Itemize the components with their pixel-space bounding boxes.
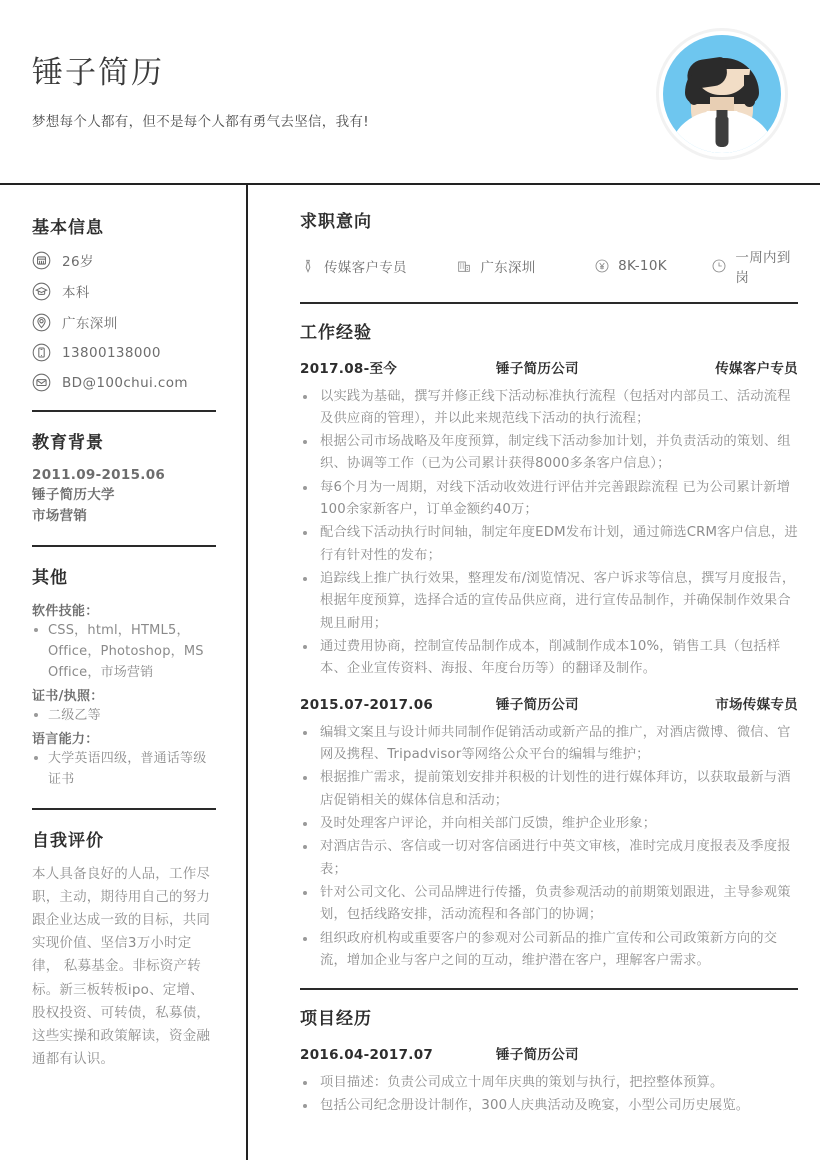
list-item: 项目描述：负责公司成立十周年庆典的策划与执行，把控整体预算。 [300, 1072, 798, 1094]
list-item: 大学英语四级，普通话等级证书 [32, 748, 216, 790]
sidebar [0, 185, 248, 1160]
section-education [32, 428, 216, 528]
sidebar-divider [32, 545, 216, 547]
education-school: 锤子简历大学 [32, 487, 115, 504]
job-bullet-list [300, 722, 798, 973]
avatar [656, 28, 788, 160]
section-objective [300, 207, 798, 286]
list-item: 编辑文案且与设计师共同制作促销活动或新产品的推广，对酒店微博、微信、官网及携程、Tripadvisor等网络公众平台的编辑与维护； [300, 722, 798, 767]
location-pin-icon [32, 313, 51, 332]
calendar-icon [32, 251, 51, 270]
basic-info-title: 基本信息 [32, 218, 104, 238]
section-work-experience [300, 318, 798, 973]
job-role: 市场传媒专员 [715, 696, 798, 713]
resume-body [0, 185, 820, 1160]
graduation-cap-icon [32, 282, 51, 301]
list-item: 以实践为基础，撰写并修正线下活动标准执行流程（包括对内部员工、活动流程及供应商的管理），并以此来规范线下活动的执行流程； [300, 386, 798, 431]
other-title: 其他 [32, 567, 68, 588]
objective-item-availability [711, 246, 798, 286]
objective-value: 8K-10K [618, 258, 667, 274]
education-date: 2011.09-2015.06 [32, 466, 166, 483]
job-company: 锤子简历公司 [496, 360, 579, 377]
basic-info-value: 本科 [62, 285, 90, 301]
other-group-label: 软件技能： [32, 603, 99, 619]
list-item [32, 343, 216, 362]
list-item [32, 373, 216, 392]
main-column [248, 185, 820, 1160]
list-item: 组织政府机构或重要客户的参观对公司新品的推广宣传和公司政策新方向的交流，增加企业与客户之间的互动，维护潜在客户，理解客户需求。 [300, 928, 798, 973]
job-entry [300, 693, 798, 973]
projects-title: 项目经历 [300, 1008, 372, 1029]
sidebar-divider [32, 410, 216, 412]
objective-item-position [300, 256, 456, 276]
project-bullet-list [300, 1072, 798, 1118]
section-self-evaluation [32, 826, 216, 1072]
job-role: 传媒客户专员 [715, 360, 798, 377]
other-group-label: 语言能力： [32, 731, 99, 747]
list-item: 对酒店告示、客信或一切对客信函进行中英文审核，准时完成月度报表及季度报表； [300, 836, 798, 881]
list-item: 根据推广需求，提前策划安排并积极的计划性的进行媒体拜访，以获取最新与酒店促销相关的媒体信息和活动； [300, 767, 798, 812]
clock-icon [711, 258, 727, 274]
list-item: 配合线下活动执行时间轴，制定年度EDM发布计划，通过筛选CRM客户信息，进行有针对性的发布； [300, 522, 798, 567]
list-item: 追踪线上推广执行效果，整理发布/浏览情况、客户诉求等信息，撰写月度报告，根据年度预算，选择合适的宣传品供应商，进行宣传品制作，并确保制作效果合规且耐用； [300, 568, 798, 635]
job-header [300, 357, 798, 377]
other-group-label: 证书/执照： [32, 688, 104, 704]
basic-info-value: 广东深圳 [62, 316, 118, 332]
objective-row [300, 246, 798, 286]
job-bullet-list [300, 386, 798, 681]
project-company: 锤子简历公司 [496, 1046, 579, 1063]
yen-icon [594, 258, 610, 274]
avatar-hair-side-right [744, 75, 755, 107]
sidebar-divider [32, 808, 216, 810]
avatar-tie [716, 117, 729, 147]
self-evaluation-title: 自我评价 [32, 830, 104, 851]
avatar-hair-side-left [689, 75, 699, 105]
other-group-list [32, 705, 216, 726]
job-date: 2015.07-2017.06 [300, 696, 434, 713]
list-item [32, 312, 216, 332]
list-item: 通过费用协商，控制宣传品制作成本，削减制作成本10%，销售工具（包括样本、企业宣传资料、海报、年度台历等）的翻译及制作。 [300, 636, 798, 681]
list-item: 包括公司纪念册设计制作，300人庆典活动及晚宴，小型公司历史展览。 [300, 1095, 798, 1117]
resume-header [0, 0, 820, 183]
envelope-icon [32, 373, 51, 392]
objective-item-location [456, 256, 594, 276]
basic-info-value: 13800138000 [62, 344, 161, 361]
basic-info-list [32, 250, 216, 392]
job-header [300, 693, 798, 713]
work-experience-title: 工作经验 [300, 322, 372, 343]
tie-icon [300, 258, 316, 274]
phone-icon [32, 343, 51, 362]
list-item: 根据公司市场战略及年度预算，制定线下活动参加计划，并负责活动的策划、组织、协调等工作（已为公司累计获得8000多条客户信息）； [300, 431, 798, 476]
job-date: 2017.08-至今 [300, 360, 398, 377]
header-text-block [32, 55, 369, 130]
other-group-list [32, 620, 216, 683]
header-tagline: 梦想每个人都有，但不是每个人都有勇气去坚信，我有! [32, 114, 369, 131]
section-other [32, 563, 216, 790]
building-icon [456, 258, 472, 274]
list-item [32, 250, 216, 270]
list-item: 每6个月为一周期，对线下活动收效进行评估并完善跟踪流程 已为公司累计新增100余家新客户，订单金额约40万； [300, 477, 798, 522]
objective-value: 广东深圳 [480, 260, 536, 276]
self-evaluation-text: 本人具备良好的人品，工作尽职，主动，期待用自己的努力跟企业达成一致的目标，共同实现价值、坚信3万小时定律， 私募基金。非标资产转标。新三板转板ipo、定增、股权投资、可转债，私募债，这些实操和政策解读，资金融通都有认识。 [32, 865, 211, 1068]
job-company: 锤子简历公司 [496, 696, 579, 713]
list-item: CSS，html，HTML5，Office，Photoshop，MS Office，市场营销 [32, 620, 216, 683]
main-divider [300, 302, 798, 304]
education-major: 市场营销 [32, 508, 88, 525]
objective-value: 一周内到岗 [735, 250, 791, 286]
page-title: 锤子简历 [32, 55, 164, 91]
main-divider [300, 988, 798, 990]
other-group-list [32, 748, 216, 790]
project-header [300, 1043, 798, 1063]
project-entry [300, 1043, 798, 1118]
list-item [32, 281, 216, 301]
list-item: 二级乙等 [32, 705, 216, 726]
objective-value: 传媒客户专员 [324, 260, 407, 276]
section-basic-info [32, 213, 216, 392]
avatar-illustration [663, 35, 781, 153]
project-date: 2016.04-2017.07 [300, 1046, 434, 1063]
education-title: 教育背景 [32, 432, 104, 453]
objective-title: 求职意向 [300, 212, 372, 232]
job-entry [300, 357, 798, 681]
objective-item-salary [594, 258, 711, 274]
section-projects [300, 1004, 798, 1118]
list-item: 针对公司文化、公司品牌进行传播，负责参观活动的前期策划跟进，主导参观策划，包括线路安排，活动流程和各部门的协调； [300, 882, 798, 927]
list-item: 及时处理客户评论，并向相关部门反馈，维护企业形象； [300, 813, 798, 835]
basic-info-value: 26岁 [62, 254, 94, 270]
basic-info-value: BD@100chui.com [62, 374, 188, 391]
